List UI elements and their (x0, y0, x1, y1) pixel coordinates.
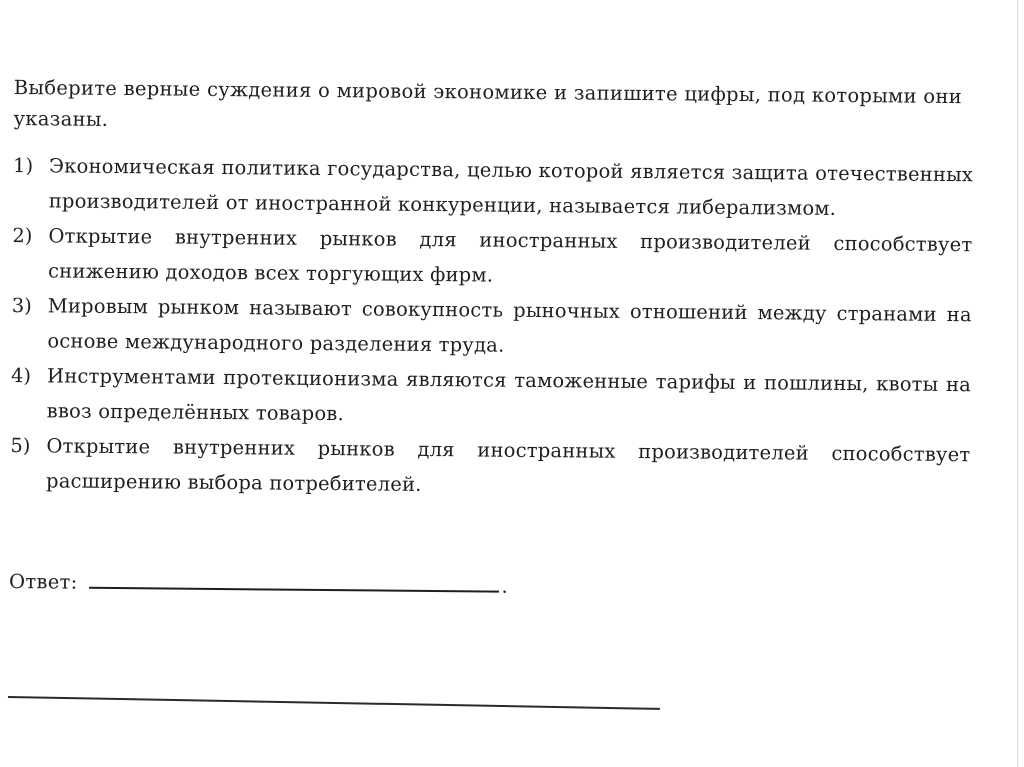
option-item-1 (13, 148, 974, 227)
task-instruction: Выберите верные суждения о мировой экономике и запишите цифры, под которыми они указаны. (13, 75, 963, 131)
option-number: 2) (12, 223, 33, 248)
option-item-4 (11, 358, 972, 437)
option-item-3 (11, 288, 972, 367)
answer-blank-field[interactable] (89, 587, 499, 593)
answer-label: Ответ: (8, 569, 78, 594)
option-number: 4) (10, 363, 32, 388)
options-list (10, 148, 973, 507)
option-text: Открытие внутренних рынков для иностранных производителей способствует расширению выбора потребителей. (45, 434, 971, 496)
answer-end-mark: . (501, 574, 508, 598)
option-text: Мировым рынком называют совокупность рыночных отношений между странами на основе международного разделения труда. (47, 294, 972, 357)
option-text: Инструментами протекционизма являются таможенные тарифы и пошлины, квоты на ввоз определённых товаров. (46, 364, 972, 426)
option-text: Экономическая политика государства, целью которой является защита отечественных производителей от иностранной конкуренции, называется либерализмом. (48, 154, 974, 220)
option-text: Открытие внутренних рынков для иностранных производителей способствует снижению доходов всех торгующих фирм. (47, 224, 973, 287)
page-edge (1017, 0, 1018, 767)
task-sheet (8, 72, 974, 598)
option-number: 1) (12, 153, 34, 178)
option-item-2 (12, 218, 973, 297)
bottom-divider (8, 696, 660, 710)
option-number: 3) (11, 293, 32, 318)
option-number: 5) (10, 433, 31, 458)
option-item-5 (10, 428, 971, 507)
answer-row (9, 570, 508, 598)
